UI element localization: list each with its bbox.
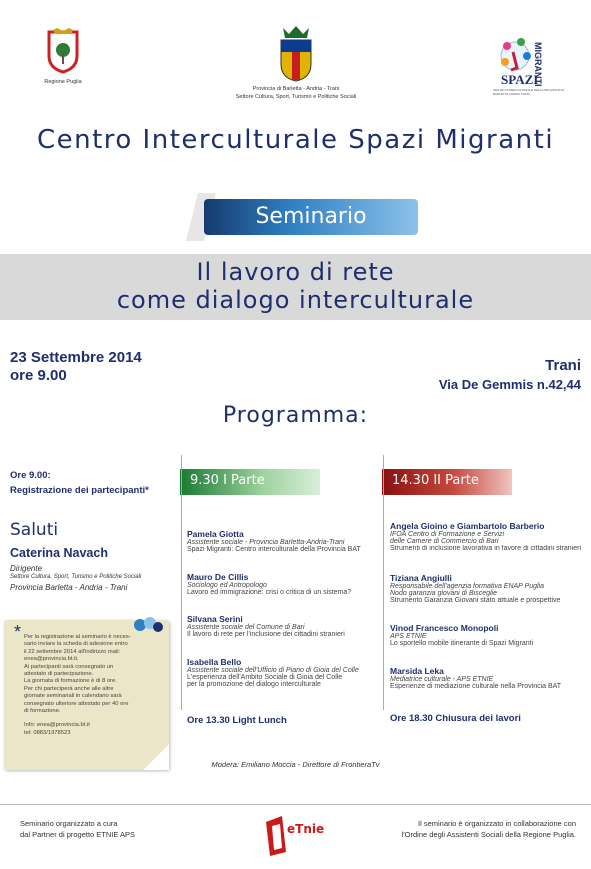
- part-2-speaker: [390, 573, 590, 604]
- speaker-role: Mediatrice culturale - APS ETNIE: [390, 676, 494, 683]
- registration-time: Ore 9.00:: [10, 470, 51, 481]
- speaker-role: APS ETNIE: [390, 633, 427, 640]
- speaker-topic: Il lavoro di rete per l'inclusione dei cittadini stranieri: [187, 631, 345, 638]
- registration-text: Registrazione dei partecipanti*: [10, 485, 149, 496]
- speaker-name: Angela Gioino e Giambartolo Barberio: [390, 521, 545, 531]
- note-line: Ai partecipanti sarà consegnato un: [24, 663, 114, 670]
- speaker-role: Assistente sociale - Provincia Barletta-Andria-Trani: [187, 539, 345, 546]
- speaker-role: Responsabile dell'agenzia formativa ENAP Puglia: [390, 583, 544, 590]
- note-text: [24, 634, 164, 737]
- note-line: attestato di partecipazione.: [24, 671, 94, 678]
- etnie-logo: [262, 812, 332, 858]
- speaker-topic: L'esperienza dell'Ambito Sociale di Gioia del Colle: [187, 674, 343, 681]
- speaker-topic: Strumenti di inclusione lavorativa in favore di cittadini stranieri: [390, 545, 582, 552]
- part-1-speaker: [187, 657, 377, 688]
- subtitle-line-1: Il lavoro di rete: [196, 258, 395, 286]
- speaker-name: Silvana Serini: [187, 614, 243, 624]
- spazi-logo-sub: CENTRO INTERCULTURALE DELLA PROVINCIA DI BARLETTA ANDRIA TRANI: [493, 88, 565, 96]
- saluti-role: Dirigente: [10, 564, 43, 573]
- event-date: [10, 349, 142, 385]
- speaker-role-2: delle Camere di Commercio di Bari: [390, 538, 499, 545]
- event-city: Trani: [545, 357, 581, 374]
- note-line: giornate seminariali in calendario sarà: [24, 693, 122, 700]
- part-1-divider: [181, 455, 182, 710]
- speaker-role: Assistente sociale del Comune di Bari: [187, 624, 305, 631]
- footer-organizer-line-1: Seminario organizzato a cura: [20, 819, 118, 828]
- note-line: enea@provincia.bt.it.: [24, 656, 79, 663]
- event-date-time: ore 9.00: [10, 367, 67, 384]
- note-line: [24, 715, 164, 722]
- speaker-name: Vinod Francesco Monopoli: [390, 623, 499, 633]
- speaker-name: Isabella Bello: [187, 657, 242, 667]
- speaker-name: Mauro De Cillis: [187, 572, 249, 582]
- provincia-label-1: Provincia di Barletta - Andria - Trani: [252, 86, 340, 92]
- programma-heading: Programma:: [222, 403, 369, 428]
- speaker-name: Tiziana Angiulli: [390, 573, 452, 583]
- registration-note-card: [4, 620, 169, 770]
- speaker-topic: Lavoro ed immigrazione: crisi o critica di un sistema?: [187, 589, 352, 596]
- saluti-name: Caterina Navach: [10, 546, 108, 560]
- note-line: Info: enea@provincia.bt.it: [24, 722, 90, 729]
- part-2-tab: 14.30 II Parte: [382, 469, 512, 495]
- saluti-province: Provincia Barletta - Andria - Trani: [10, 583, 128, 592]
- event-address: Via De Gemmis n.42,44: [438, 377, 581, 392]
- footer-organizer: [20, 818, 135, 840]
- part-1-tab: 9.30 I Parte: [180, 469, 320, 495]
- part-2-speaker: [390, 521, 590, 552]
- part-1-speaker: [187, 614, 377, 638]
- part-2-speaker: [390, 666, 590, 690]
- footer-organizer-line-2: dal Partner di progetto ETNIE APS: [20, 830, 136, 839]
- moderator-line: Modera: Emiliano Moccia - Direttore di FrontieraTv: [211, 760, 380, 769]
- part-2-speaker: [390, 623, 590, 647]
- note-asterisk: *: [14, 622, 22, 642]
- seminario-banner: [190, 193, 430, 243]
- note-line: Per la registrazione al seminario è neces-: [24, 634, 131, 640]
- note-line: tel: 0883/1978523: [24, 729, 71, 736]
- note-line: consegnato ulteriore attestato per 40 ore: [24, 700, 129, 707]
- closing-time: Ore 18.30 Chiusura dei lavori: [390, 713, 521, 724]
- speaker-topic: Esperienze di mediazione culturale nella Provincia BAT: [390, 683, 562, 690]
- main-title: Centro Interculturale Spazi Migranti: [36, 125, 555, 155]
- speaker-topic: Spazi Migranti: Centro interculturale della Provincia BAT: [187, 546, 361, 553]
- speaker-role: Sociologo ed Antropologo: [187, 582, 267, 589]
- speaker-role-2: Nodo garanzia giovani di Bisceglie: [390, 590, 498, 597]
- part-2-divider: [383, 455, 384, 710]
- footer-collaboration: [402, 818, 576, 840]
- part-1-speaker: [187, 529, 377, 553]
- footer-divider: [0, 804, 591, 805]
- spazi-migranti-logo: [493, 28, 573, 98]
- speaker-topic: Strumento Garanzia Giovani stato attuale e prospettive: [390, 597, 561, 604]
- note-line: di formazione.: [24, 708, 61, 715]
- provincia-bat-logo: [275, 26, 317, 82]
- speaker-topic: Lo sportello mobile itinerante di Spazi Migranti: [390, 640, 534, 647]
- speaker-role: IFOA Centro di Formazione e Servizi: [390, 531, 505, 538]
- speaker-topic-2: per la promozione del dialogo interculturale: [187, 681, 321, 688]
- saluti-heading: Saluti: [10, 520, 59, 540]
- people-icon: [132, 616, 164, 634]
- speaker-name: Marsida Leka: [390, 666, 444, 676]
- note-line: il 22 settembre 2014 all'indirizzo mail:: [24, 648, 121, 655]
- footer-collab-line-1: Il seminario è organizzato in collaborazione con: [417, 819, 576, 828]
- provincia-label-2: Settore Cultura, Sport, Turismo e Politiche Sociali: [235, 94, 357, 100]
- speaker-role: Assistente sociale dell'Ufficio di Piano di Gioia del Colle: [187, 667, 359, 674]
- lunch-time: Ore 13.30 Light Lunch: [187, 715, 287, 726]
- regione-puglia-label: Regione Puglia: [44, 79, 82, 85]
- seminario-label: Seminario: [255, 204, 367, 229]
- migranti-logo-text: MIGRANTI: [533, 42, 543, 87]
- subtitle-line-2: come dialogo interculturale: [116, 286, 475, 314]
- saluti-department: Settore Cultura, Sport, Turismo e Politiche Sociali: [10, 574, 142, 580]
- speaker-name: Pamela Giotta: [187, 529, 244, 539]
- note-line: sario inviare la scheda di adesione entro: [24, 641, 128, 648]
- part-1-speaker: [187, 572, 377, 596]
- note-line: Per chi parteciperà anche alle altre: [24, 685, 114, 692]
- regione-puglia-logo: [43, 28, 83, 84]
- footer-collab-line-2: l'Ordine degli Assistenti Sociali della Regione Puglia.: [401, 830, 576, 839]
- etnie-logo-text: eTnie: [287, 822, 325, 836]
- note-line: La giornata di formazione è di 8 ore.: [24, 678, 117, 685]
- event-date-day: 23 Settembre 2014: [10, 349, 142, 366]
- spazi-logo-text: SPAZI: [501, 72, 539, 87]
